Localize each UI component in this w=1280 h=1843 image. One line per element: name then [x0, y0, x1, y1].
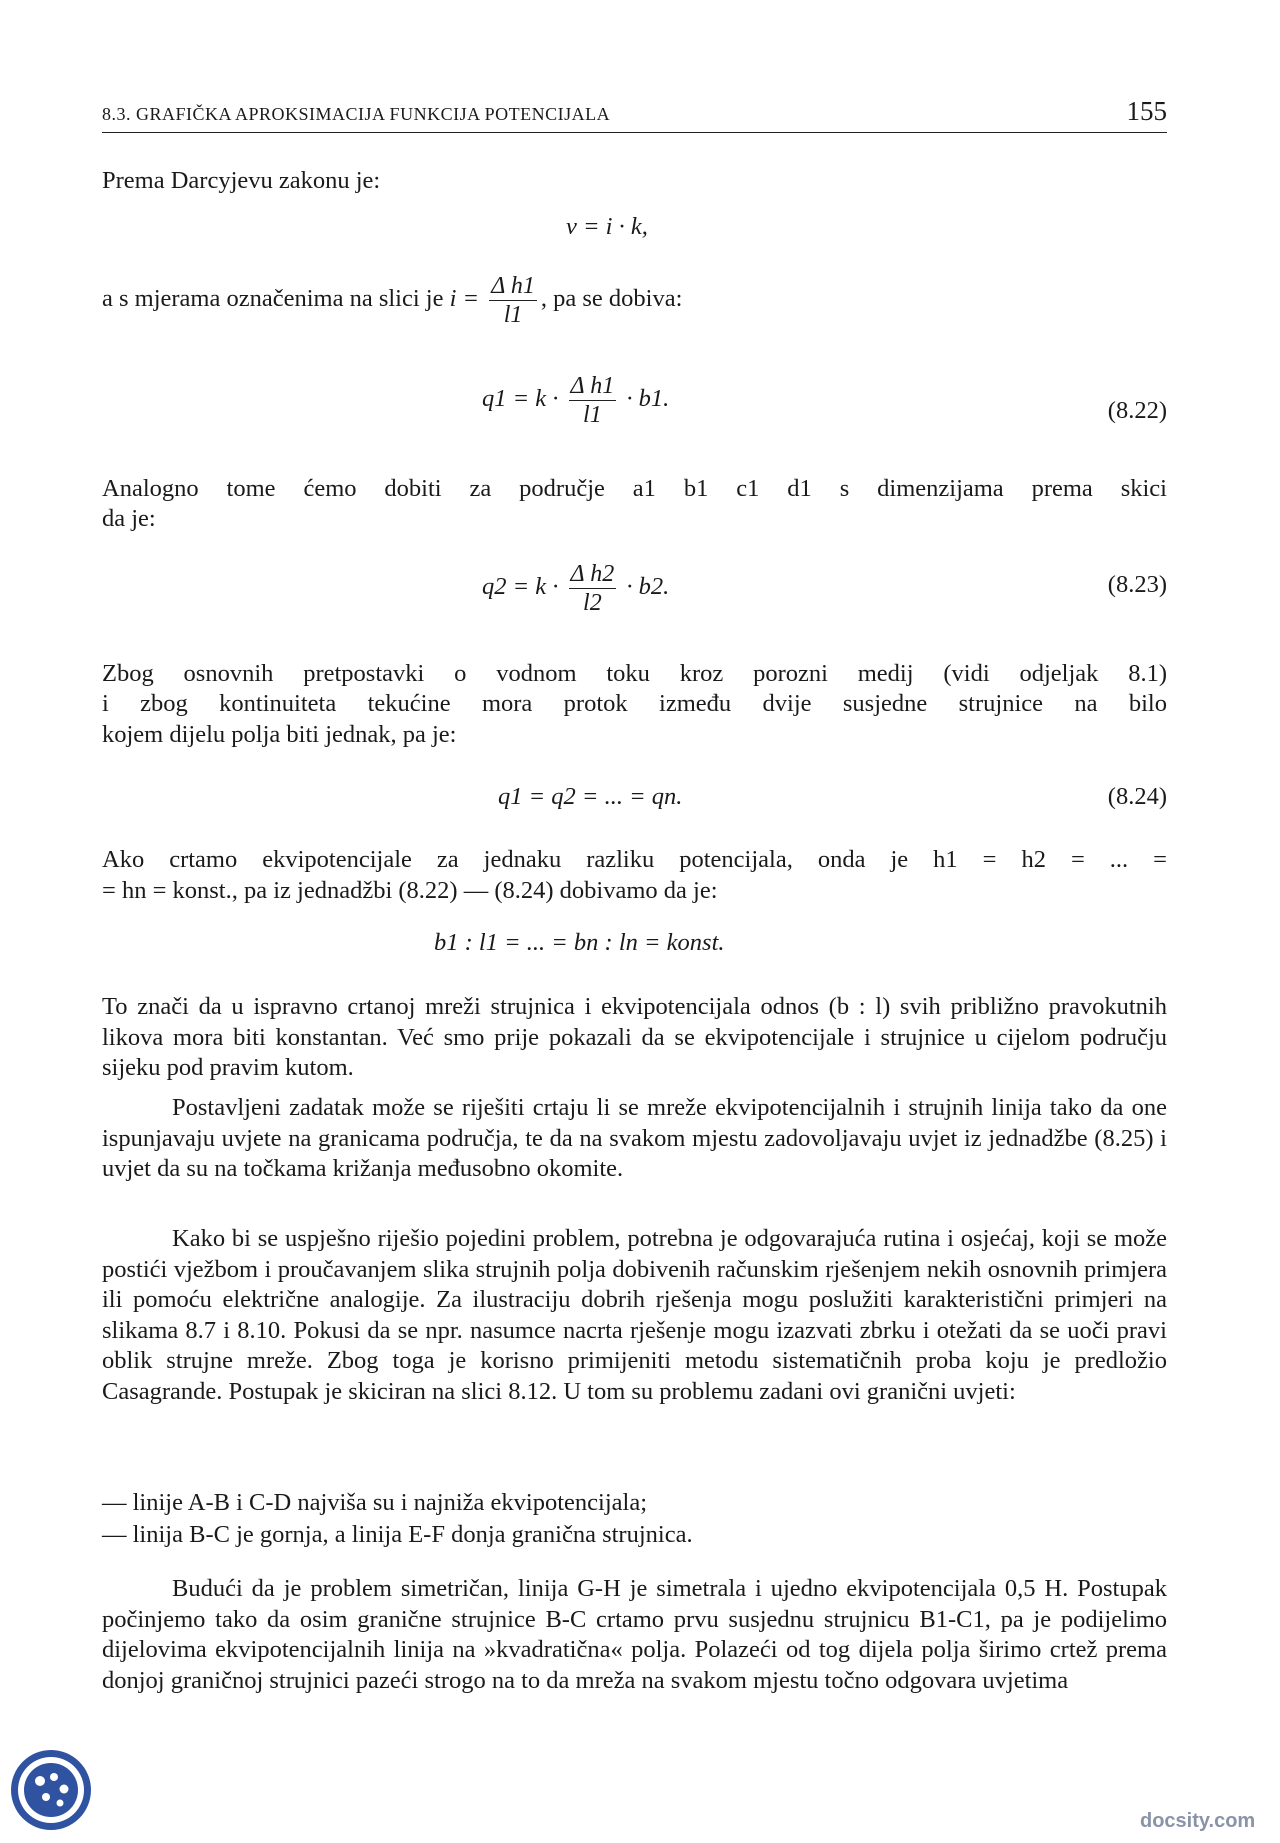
fraction-numerator: Δ h1 [570, 373, 615, 399]
equation-8-22 [482, 372, 669, 429]
equation-8-23 [482, 560, 669, 617]
paragraph-text: To znači da u ispravno crtanoj mreži strujnica i ekvipotencijala odnos (b : l) svih približno pravokutnih likova mora biti konstantan. Već smo prije pokazali da se ekvipotencijale i strujnice u cijelom području sijeku pod pravim kutom. [102, 993, 1167, 1081]
slope-fraction [489, 272, 537, 329]
eq24-label: (8.24) [1107, 783, 1167, 810]
eq23-left: q2 = k · [482, 573, 559, 601]
section-title: 8.3. GRAFIČKA APROKSIMACIJA FUNKCIJA POTENCIJALA [102, 104, 611, 124]
eq22-fraction [569, 372, 617, 429]
paragraph-1 [102, 992, 1167, 1084]
analog-line-1: Analogno tome ćemo dobiti za područje a1 b1 c1 d1 s dimenzijama prema skici [102, 475, 1167, 502]
slope-line [102, 272, 682, 329]
paragraph-3 [102, 1224, 1167, 1407]
paragraph-text: Kako bi se uspješno riješio pojedini problem, potrebna je odgovarajuća rutina i osjećaj, koji se može postići vježbom i proučavanjem slika strujnih polja dobivenih računskim rješenjem nekih osnovnih primjera ili pomoću električne analogije. Za ilustraciju dobrih rješenja mogu poslužiti karakteristični primjeri na slikama 8.7 i 8.10. Pokusi da se npr. nasumce nacrta rješenje mogu izazvati zbrku i otežati da se uoči pravi oblik strujne mreže. Zbog toga je korisno primijeniti metodu sistematičnih proba koju je predložio Casagrande. Postupak je skiciran na slici 8.12. U tom su problemu zadani ovi granični uvjeti: [102, 1225, 1167, 1405]
eq22-left: q1 = k · [482, 385, 559, 413]
ratio-equation: b1 : l1 = ... = bn : ln = konst. [434, 929, 725, 956]
page-number: 155 [1126, 96, 1167, 126]
watermark: docsity.com [1140, 1810, 1256, 1832]
eq23-fraction [569, 560, 617, 617]
eq23-right: · b2. [626, 573, 670, 601]
fraction-denominator: l1 [503, 302, 523, 328]
bullet-2: — linija B-C je gornja, a linija E-F donja granična strujnica. [102, 1521, 693, 1548]
fraction-denominator: l2 [583, 590, 602, 616]
running-header [102, 96, 1167, 133]
darcy-intro: Prema Darcyjevu zakonu je: [102, 167, 381, 194]
analog-line-2: da je: [102, 505, 156, 532]
paragraph-2 [102, 1093, 1167, 1185]
eq22-right: · b1. [626, 385, 670, 413]
fraction-numerator: Δ h1 [491, 273, 535, 299]
darcy-equation: v = i · k, [566, 213, 648, 240]
fraction-numerator: Δ h2 [570, 561, 615, 587]
ako-line-1: Ako crtamo ekvipotencijale za jednaku razliku potencijala, onda je h1 = h2 = ... = [102, 846, 1167, 873]
bullet-1: — linije A-B i C-D najviša su i najniža ekvipotencijala; [102, 1489, 648, 1516]
paragraph-4 [102, 1574, 1167, 1696]
paragraph-text: Postavljeni zadatak može se riješiti crtaju li se mreže ekvipotencijalnih i strujnih linija tako da one ispunjavaju uvjete na granicama područja, te da na svakom mjestu zadovoljavaju uvjet iz jednadžbe (8.25) i uvjet da su na točkama križanja međusobno okomite. [102, 1094, 1167, 1182]
slope-i: i = [449, 285, 480, 313]
zbog-line-3: kojem dijelu polja biti jednak, pa je: [102, 721, 457, 748]
ako-line-2: = hn = konst., pa iz jednadžbi (8.22) — (8.24) dobivamo da je: [102, 877, 718, 904]
fraction-denominator: l1 [583, 402, 602, 428]
docsity-logo-icon [6, 1745, 96, 1835]
zbog-line-1: Zbog osnovnih pretpostavki o vodnom toku kroz porozni medij (vidi odjeljak 8.1) [102, 660, 1167, 687]
slope-text-b: , pa se dobiva: [540, 285, 683, 313]
equation-8-24: q1 = q2 = ... = qn. [498, 783, 683, 810]
eq23-label: (8.23) [1107, 571, 1167, 598]
zbog-line-2: i zbog kontinuiteta tekućine mora protok između dvije susjedne strujnice na bilo [102, 690, 1167, 717]
eq22-label: (8.22) [1107, 397, 1167, 424]
slope-text-a: a s mjerama označenima na slici je [102, 285, 444, 313]
paragraph-text: Budući da je problem simetričan, linija G-H je simetrala i ujedno ekvipotencijala 0,5 H. Postupak počinjemo tako da osim granične strujnice B-C crtamo prvu susjednu strujnicu B1-C1, pa je podijelimo dijelovima ekvipotencijalnih linija na »kvadratična« polja. Polazeći od tog dijela polja širimo crtež prema donjoj graničnoj strujnici pazeći strogo na to da mreža na svakom mjestu točno odgovara uvjetima [102, 1575, 1167, 1694]
